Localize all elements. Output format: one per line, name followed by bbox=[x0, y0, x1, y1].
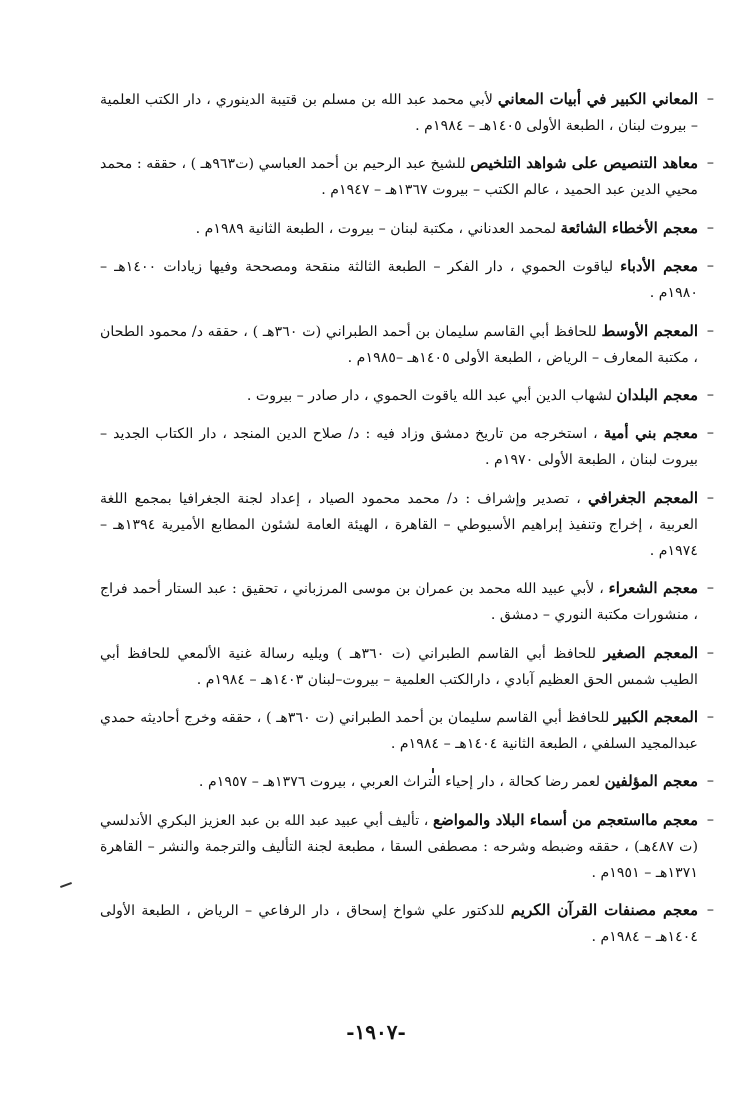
entry-title: المعاني الكبير في أبيات المعاني bbox=[497, 90, 698, 108]
entry-details: للحافظ أبي القاسم الطبراني (ت ٣٦٠هـ ) ويليه رسالة غنية الألمعي للحافظ أبي الطيب شمس الحق العظيم آبادي ، دارالكتب العلمية – بيروت–لبنان ١٤٠٣هـ – ١٩٨٤م . bbox=[100, 645, 698, 688]
entry-title: المعجم الصغير bbox=[603, 643, 698, 662]
bibliography-entry bbox=[100, 253, 706, 306]
bibliography-entry bbox=[100, 485, 706, 564]
entry-details: لعمر رضا كحالة ، دار إحياء التراث العربي ، بيروت ١٣٧٦هـ – ١٩٥٧م . bbox=[198, 774, 605, 791]
entry-title: معجم البلدان bbox=[616, 385, 698, 404]
bibliography-entry bbox=[100, 640, 706, 693]
entry-title: معجم الأخطاء الشائعة bbox=[560, 218, 698, 237]
entry-title: المعجم الجغرافي bbox=[588, 488, 698, 507]
entry-title: المعجم الأوسط bbox=[601, 321, 698, 340]
bibliography-entry bbox=[100, 704, 706, 757]
entry-title: معجم الشعراء bbox=[608, 579, 698, 598]
entry-title: معجم المؤلفين bbox=[604, 772, 698, 791]
entry-title: معاهد التنصيص على شواهد التلخيص bbox=[470, 154, 699, 173]
entry-title: معجم الأدباء bbox=[620, 257, 698, 276]
entry-details: ، تصدير وإشراف : د/ محمد محمود الصياد ، إعداد لجنة الجغرافيا بمجمع اللغة العربية ، إخراج وتنفيذ إبراهيم الأسيوطي – القاهرة ، الهيئة العامة لشئون المطابع الأميرية ١٣٩٤هـ – ١٩٧٤م . bbox=[100, 490, 698, 559]
scan-dot bbox=[432, 768, 434, 773]
bibliography-entry bbox=[100, 150, 706, 203]
entry-details: لمحمد العدناني ، مكتبة لبنان – بيروت ، الطبعة الثانية ١٩٨٩م . bbox=[195, 220, 561, 237]
bibliography-entry bbox=[100, 807, 706, 886]
entry-title: المعجم الكبير bbox=[613, 707, 699, 726]
entry-title: معجم مااستعجم من أسماء البلاد والمواضع bbox=[433, 810, 698, 829]
bibliography-entry bbox=[100, 215, 706, 242]
entry-details: ، تأليف أبي عبيد عبد الله بن عبد العزيز البكري الأندلسي (ت ٤٨٧هـ) ، حققه وضبطه وشرحه : مصطفى السقا ، مطبعة لجنة التأليف والترجمة والنشر – القاهرة ١٣٧١هـ – ١٩٥١م . bbox=[100, 812, 699, 881]
entry-details: لأبي محمد عبد الله بن مسلم بن قتيبة الدينوري ، دار الكتب العلمية – بيروت لبنان ، الطبعة الأولى ١٤٠٥هـ – ١٩٨٤م . bbox=[100, 92, 698, 134]
entry-title: معجم مصنفات القرآن الكريم bbox=[510, 901, 698, 920]
bibliography-entry bbox=[100, 575, 706, 628]
entry-details: للشيخ عبد الرحيم بن أحمد العباسي (ت٩٦٣هـ ) ، حققه : محمد محيي الدين عبد الحميد ، عالم الكتب – بيروت ١٣٦٧هـ – ١٩٤٧م . bbox=[100, 156, 698, 199]
bibliography-entry bbox=[100, 897, 706, 950]
bibliography-entry bbox=[100, 420, 706, 473]
scan-mark bbox=[60, 882, 72, 888]
bibliography-entry bbox=[100, 768, 706, 795]
entry-details: لياقوت الحموي ، دار الفكر – الطبعة الثالثة منقحة ومصححة وفيها زيادات ١٤٠٠هـ – ١٩٨٠م . bbox=[100, 259, 698, 302]
entry-title: معجم بني أمية bbox=[603, 424, 698, 443]
bibliography-entry bbox=[100, 86, 706, 139]
bibliography-list bbox=[100, 86, 706, 961]
entry-details: للحافظ أبي القاسم سليمان بن أحمد الطبراني (ت ٣٦٠هـ ) ، حققه وخرج أحاديثه حمدي عبدالمجيد السلفي ، الطبعة الثانية ١٤٠٤هـ – ١٩٨٤م . bbox=[100, 709, 698, 752]
bibliography-entry bbox=[100, 318, 706, 371]
entry-details: ، استخرجه من تاريخ دمشق وزاد فيه : د/ صلاح الدين المنجد ، دار الكتاب الجديد – بيروت لبنان ، الطبعة الأولى ١٩٧٠م . bbox=[100, 426, 698, 469]
page-number: -١٩٠٧- bbox=[346, 1020, 406, 1044]
bibliography-entry bbox=[100, 382, 706, 409]
entry-details: للدكتور علي شواخ إسحاق ، دار الرفاعي – الرياض ، الطبعة الأولى ١٤٠٤هـ – ١٩٨٤م . bbox=[100, 903, 698, 946]
entry-details: لشهاب الدين أبي عبد الله ياقوت الحموي ، دار صادر – بيروت . bbox=[246, 387, 617, 404]
entry-details: ، لأبي عبيد الله محمد بن عمران بن موسى المرزباني ، تحقيق : عبد الستار أحمد فراج ، منشورات مكتبة النوري – دمشق . bbox=[100, 581, 698, 624]
entry-details: للحافظ أبي القاسم سليمان بن أحمد الطبراني (ت ٣٦٠هـ ) ، حققه د/ محمود الطحان ، مكتبة المعارف – الرياض ، الطبعة الأولى ١٤٠٥هـ –١٩٨٥م . bbox=[100, 323, 698, 366]
